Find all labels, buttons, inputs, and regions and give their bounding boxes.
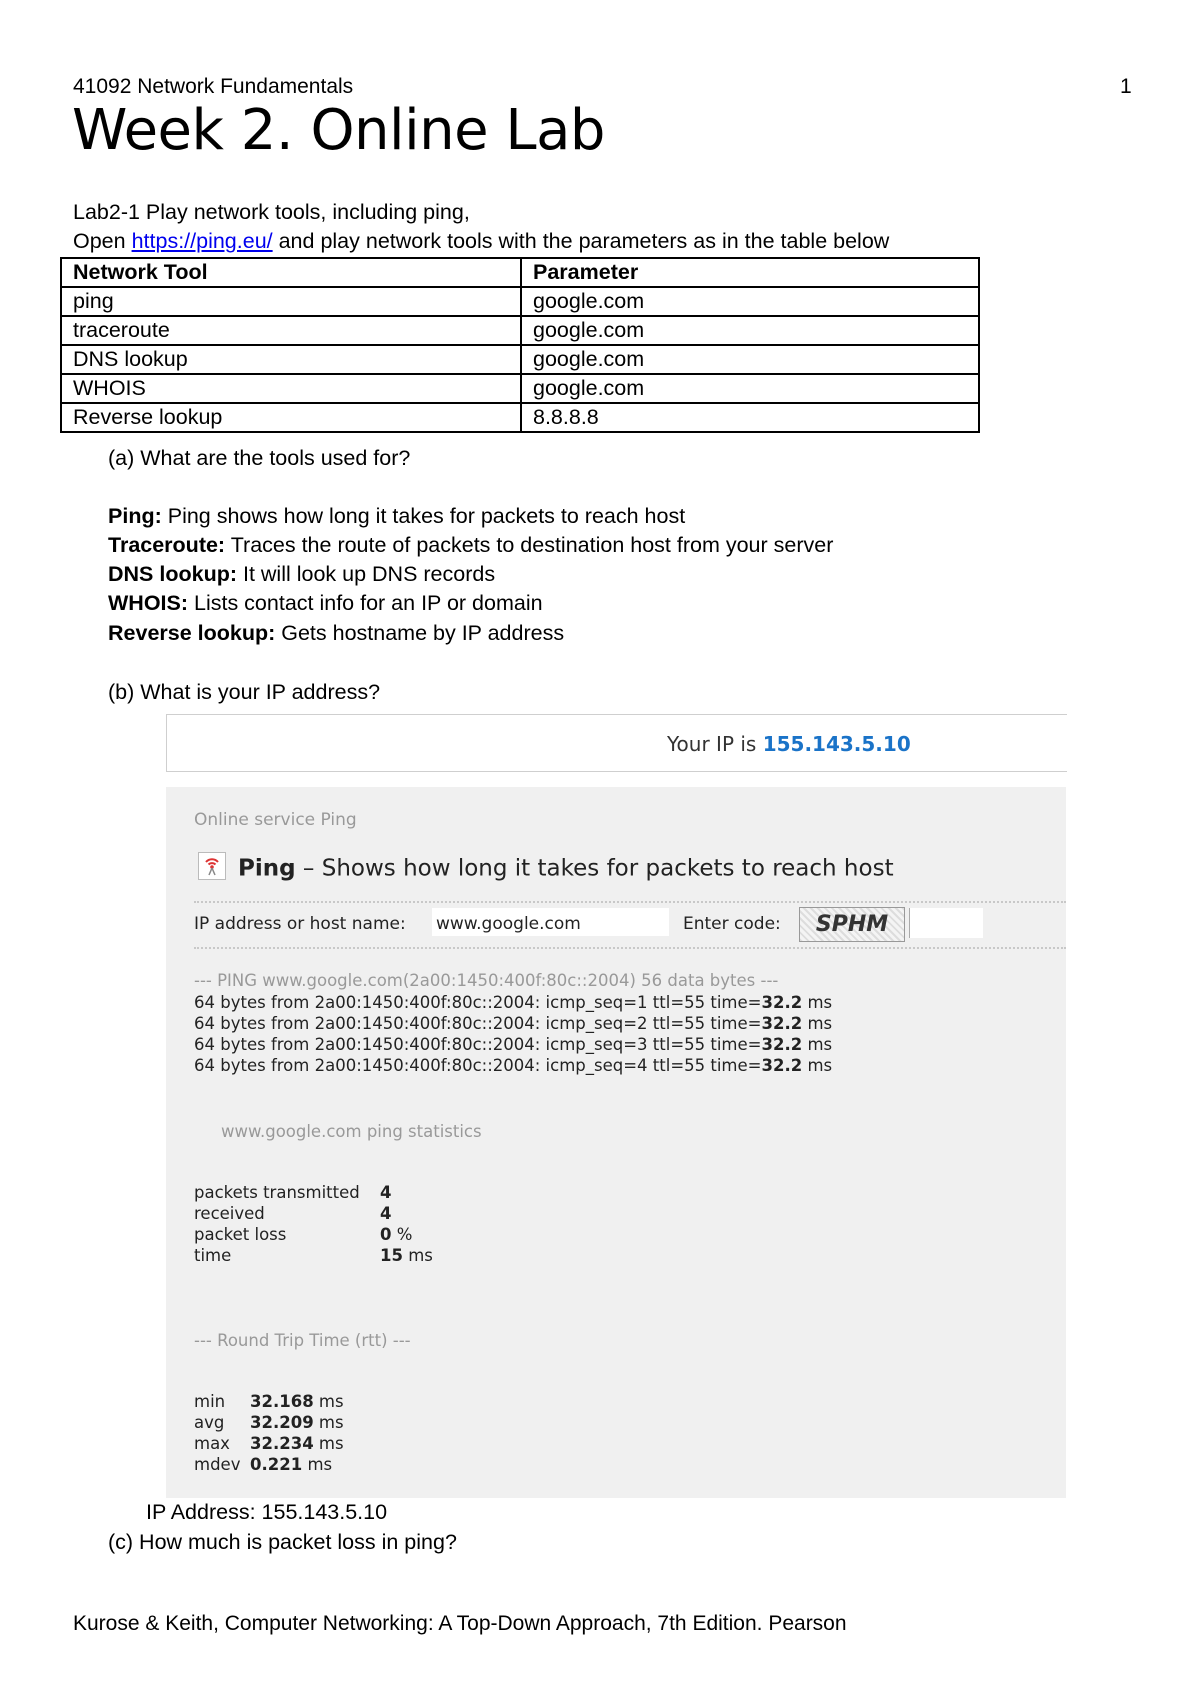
ping-header: --- PING www.google.com(2a00:1450:400f:80c::2004) 56 data bytes --- (194, 971, 779, 990)
table-row (61, 345, 979, 374)
answer-b: IP Address: 155.143.5.10 (146, 1500, 388, 1524)
table-cell: 8.8.8.8 (521, 403, 979, 432)
footer-citation: Kurose & Keith, Computer Networking: A Top-Down Approach, 7th Edition. Pearson (73, 1612, 847, 1635)
answer-whois: WHOIS: Lists contact info for an IP or domain (108, 591, 543, 615)
host-label: IP address or host name: (194, 914, 406, 934)
answer-reverse: Reverse lookup: Gets hostname by IP address (108, 621, 565, 645)
ping-eu-link[interactable]: https://ping.eu/ (131, 229, 273, 253)
page-number: 1 (1120, 75, 1132, 98)
your-ip-box (166, 714, 1067, 772)
lab-intro: Lab2-1 Play network tools, including ping, (73, 200, 470, 224)
stat-row: time 15 ms (194, 1246, 433, 1265)
rtt-row: avg 32.209 ms (194, 1413, 344, 1432)
ip-value: 155.143.5.10 (762, 732, 911, 756)
service-label: Online service Ping (194, 810, 357, 830)
table-row (61, 403, 979, 432)
question-a: (a) What are the tools used for? (108, 446, 411, 470)
page-title: Week 2. Online Lab (72, 98, 605, 163)
table-cell: google.com (521, 374, 979, 403)
rtt-row: min 32.168 ms (194, 1392, 344, 1411)
ping-screenshot (166, 787, 1066, 1498)
table-cell: DNS lookup (61, 345, 521, 374)
stat-row: packet loss 0 % (194, 1225, 413, 1244)
rtt-title: --- Round Trip Time (rtt) --- (194, 1331, 411, 1350)
table-cell: traceroute (61, 316, 521, 345)
dotted-divider (194, 947, 1066, 949)
stats-title: www.google.com ping statistics (221, 1122, 482, 1141)
table-header-row (61, 258, 979, 287)
rtt-row: mdev 0.221 ms (194, 1455, 333, 1474)
table-cell: ping (61, 287, 521, 316)
enter-code-label: Enter code: (683, 914, 781, 934)
dotted-divider (194, 901, 1066, 903)
ping-reply-line: 64 bytes from 2a00:1450:400f:80c::2004: icmp_seq=2 ttl=55 time=32.2 ms (194, 1014, 833, 1033)
course-header: 41092 Network Fundamentals (73, 75, 354, 98)
table-row (61, 287, 979, 316)
stat-row: received 4 (194, 1204, 392, 1223)
open-prefix: Open (73, 229, 132, 253)
table-header-cell: Parameter (521, 258, 979, 287)
captcha-image: SPHM (799, 907, 905, 942)
table-row (61, 374, 979, 403)
stat-row: packets transmitted 4 (194, 1183, 392, 1202)
ping-reply-line: 64 bytes from 2a00:1450:400f:80c::2004: icmp_seq=1 ttl=55 time=32.2 ms (194, 993, 833, 1012)
table-cell: google.com (521, 345, 979, 374)
table-header-cell: Network Tool (61, 258, 521, 287)
answer-ping: Ping: Ping shows how long it takes for packets to reach host (108, 504, 686, 528)
host-input-value: www.google.com (436, 914, 581, 934)
rtt-row: max 32.234 ms (194, 1434, 344, 1453)
code-input[interactable] (909, 908, 983, 938)
answer-dns: DNS lookup: It will look up DNS records (108, 562, 496, 586)
ping-signal-icon (198, 852, 226, 880)
table-cell: Reverse lookup (61, 403, 521, 432)
table-cell: google.com (521, 316, 979, 345)
lab-open-line (73, 229, 889, 254)
table-cell: google.com (521, 287, 979, 316)
answer-traceroute: Traceroute: Traces the route of packets to destination host from your server (108, 533, 834, 557)
tools-table (60, 257, 980, 433)
ping-heading: Ping – Shows how long it takes for packets to reach host (198, 855, 894, 883)
your-ip-text: Your IP is 155.143.5.10 (667, 732, 911, 756)
question-c: (c) How much is packet loss in ping? (108, 1530, 457, 1554)
open-suffix: and play network tools with the parameters as in the table below (272, 229, 890, 253)
question-b: (b) What is your IP address? (108, 680, 381, 704)
table-cell: WHOIS (61, 374, 521, 403)
table-row (61, 316, 979, 345)
ping-reply-line: 64 bytes from 2a00:1450:400f:80c::2004: icmp_seq=3 ttl=55 time=32.2 ms (194, 1035, 833, 1054)
ping-reply-line: 64 bytes from 2a00:1450:400f:80c::2004: icmp_seq=4 ttl=55 time=32.2 ms (194, 1056, 833, 1075)
